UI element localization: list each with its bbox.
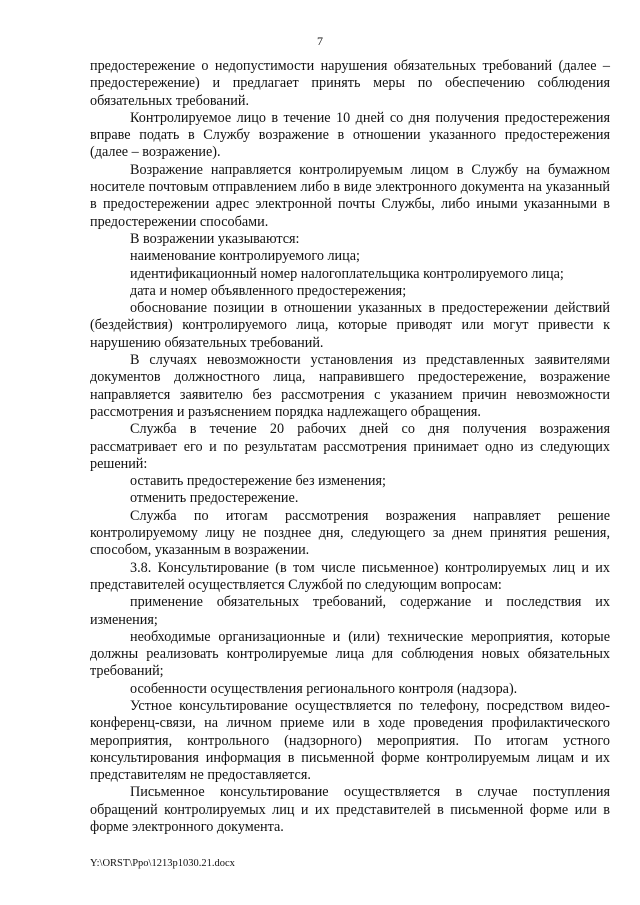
list-item: оставить предостережение без изменения; [130,473,386,490]
paragraph: Служба в течение 20 рабочих дней со дня получения возражения рассматривает его и по результатам рассмотрения принимает одно из следующих решений: [90,421,610,472]
page-number: 7 [317,34,323,48]
paragraph: предостережение о недопустимости нарушения обязательных требований (далее – предостережение) и предлагает принять меры по обеспечению соблюдения обязательных требований. [90,58,610,109]
list-item: идентификационный номер налогоплательщика контролируемого лица; [130,265,564,282]
paragraph: Контролируемое лицо в течение 10 дней со дня получения предостережения вправе подать в Службу возражение в отношении указанного предостережения (далее – возражение). [90,109,610,161]
list-item: дата и номер объявленного предостережения; [130,282,407,299]
paragraph: В возражении указываются: [130,230,300,247]
footer-file-path: Y:\ORST\Ppo\1213p1030.21.docx [90,858,235,869]
paragraph: В случаях невозможности установления из представленных заявителями документов должностного лица, направившего предостережение, возражение направляется заявителю без рассмотрения с указанием причин невозможности рассмотрения и разъяснением порядка надлежащего обращения. [90,352,610,420]
list-item: отменить предостережение. [130,490,299,507]
document-body [90,58,610,836]
list-item: наименование контролируемого лица; [130,248,360,265]
paragraph: 3.8. Консультирование (в том числе письменное) контролируемых лиц и их представителей осуществляется Службой по следующим вопросам: [90,559,610,593]
paragraph: Устное консультирование осуществляется по телефону, посредством видео-конференц-связи, на личном приеме или в ходе проведения профилактического мероприятия, контрольного (надзорного) мероприятия. По итогам устного консультирования информация в письменной форме контролируемым лицам и их представителям не предоставляется. [90,697,610,784]
paragraph: Возражение направляется контролируемым лицом в Службу на бумажном носителе почтовым отправлением либо в виде электронного документа на указанный в предостережении адрес электронной почты Службы, либо иными указанными в предостережении способами. [90,161,610,230]
paragraph: Письменное консультирование осуществляется в случае поступления обращений контролируемых лиц и их представителей в письменной форме или в форме электронного документа. [90,784,610,836]
list-item: особенности осуществления регионального контроля (надзора). [130,680,518,697]
paragraph: Служба по итогам рассмотрения возражения направляет решение контролируемому лицу не позднее дня, следующего за днем принятия решения, способом, указанным в возражении. [90,507,610,559]
list-item: необходимые организационные и (или) технические мероприятия, которые должны реализовать контролируемые лица для соблюдения новых обязательных требований; [90,628,610,680]
list-item: применение обязательных требований, содержание и последствия их изменения; [90,594,610,628]
list-item: обоснование позиции в отношении указанных в предостережении действий (бездействия) контролируемого лица, которые приводят или могут привести к нарушению обязательных требований. [90,300,610,351]
